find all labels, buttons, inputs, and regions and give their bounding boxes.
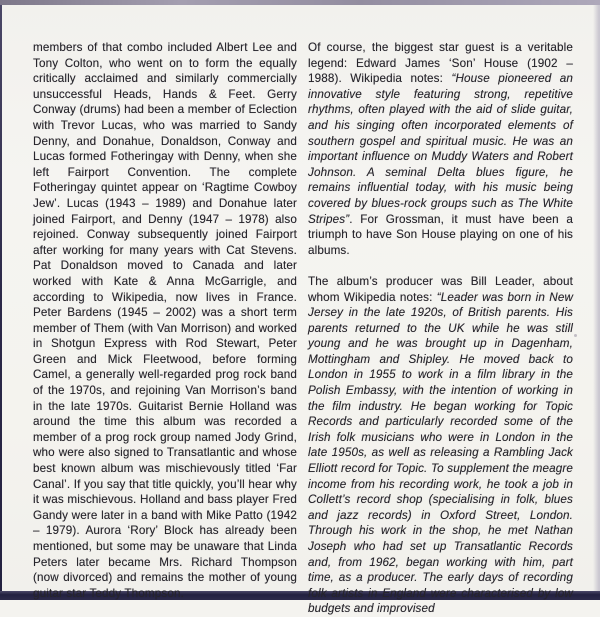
scan-edge-top: [0, 0, 600, 5]
text-segment: members of that combo included Albert Lee and Tony Colton, who went on to form the equally critically acclaimed and similarly commercially unsuccessful Heads, Hands & Feet. Gerry Conway (drums) had been a member of Eclection with Trevor Lucas, who was married to Sandy Denny, and Donahue, Donaldson, Conway and Lucas formed Fotheringay with Denny, when she left Fairport Convention. The complete Fotheringay quintet appear on ‘Ragtime Cowboy Jew’. Lucas (1943 – 1989) and Donahue later joined Fairport, and Denny (1947 – 1978) also rejoined. Conway subsequently joined Fairport after working for many years with Cat Stevens. Pat Donaldson moved to Canada and later worked with Kate & Anna McGarrigle, and according to Wikipedia, now lives in France. Peter Bardens (1945 – 2002) was a short term member of Them (with Van Morrison) and worked in Shotgun Express with Rod Stewart, Peter Green and Mick Fleetwood, before forming Camel, a generally well-regarded prog rock band of the 1970s, and rejoining Van Morrison’s band in the late 1970s. Guitarist Bernie Holland was around the time this album was recorded a member of a prog rock group named Jody Grind, who were also signed to Transatlantic and whose best known album was mischievously titled ‘Far Canal’. If you say that title quickly, you’ll hear why it was mischievous. Holland and bass player Fred Gandy were later in a band with Mike Patto (1942 – 1979). Aurora ‘Rory’ Block has already been mentioned, but some may be unaware that Linda Peters later became Mrs. Richard Thompson (now divorced) and remains the mother of young guitar star Teddy Thompson.: [33, 41, 297, 600]
liner-notes-content: [33, 40, 574, 616]
scan-speck: [574, 334, 577, 337]
scan-edge-right-shadow: [593, 5, 600, 591]
text-segment-wikipedia-quote: “House pioneered an innovative style featuring strong, repetitive rhythms, often played with the aid of slide guitar, and his singing often incorporated elements of southern gospel and spiritual music. He was an important influence on Muddy Waters and Robert Johnson. A seminal Delta blues figure, he remains influential today, with his music being covered by blues-rock groups such as The White Stripes”: [308, 72, 573, 226]
scan-edge-left: [0, 5, 2, 591]
paragraph-son-house: [308, 40, 573, 258]
text-segment: Of course, the biggest star guest is a veritable legend: Edward James ‘Son’ House (1902 – 1988). Wikipedia notes:: [308, 41, 573, 86]
paragraph-bill-leader: [308, 274, 573, 617]
text-segment: The album’s producer was Bill Leader, about whom Wikipedia notes:: [308, 274, 573, 304]
text-column-right: [308, 40, 574, 616]
paragraph-band-members: [33, 40, 297, 601]
text-segment-wikipedia-quote: “Leader was born in New Jersey in the late 1920s, of British parents. His parents returned to the UK while he was still young and he was brought up in Dagenham, Mottingham and Shipley. He moved back to London in 1955 to work in a film library in the Polish Embassy, with the intention of working in the film industry. He began working for Topic Records and particularly recorded some of the Irish folk musicians who were in London in the late 1950s, as well as releasing a Rambling Jack Elliott record for Topic. To supplement the meagre income from his recording work, he took a job in Collett’s record shop (specialising in folk, blues and jazz records) in Oxford Street, London. Through his work in the shop, he met Nathan Joseph who had set up Transatlantic Records and, from 1962, began working with him, part time, as a producer. The early days of recording folk artists in England were characterised by low budgets and improvised: [308, 290, 574, 616]
text-segment: . For Grossman, it must have been a triumph to have Son House playing on one of his albums.: [308, 212, 573, 257]
text-column-left: [33, 40, 297, 600]
